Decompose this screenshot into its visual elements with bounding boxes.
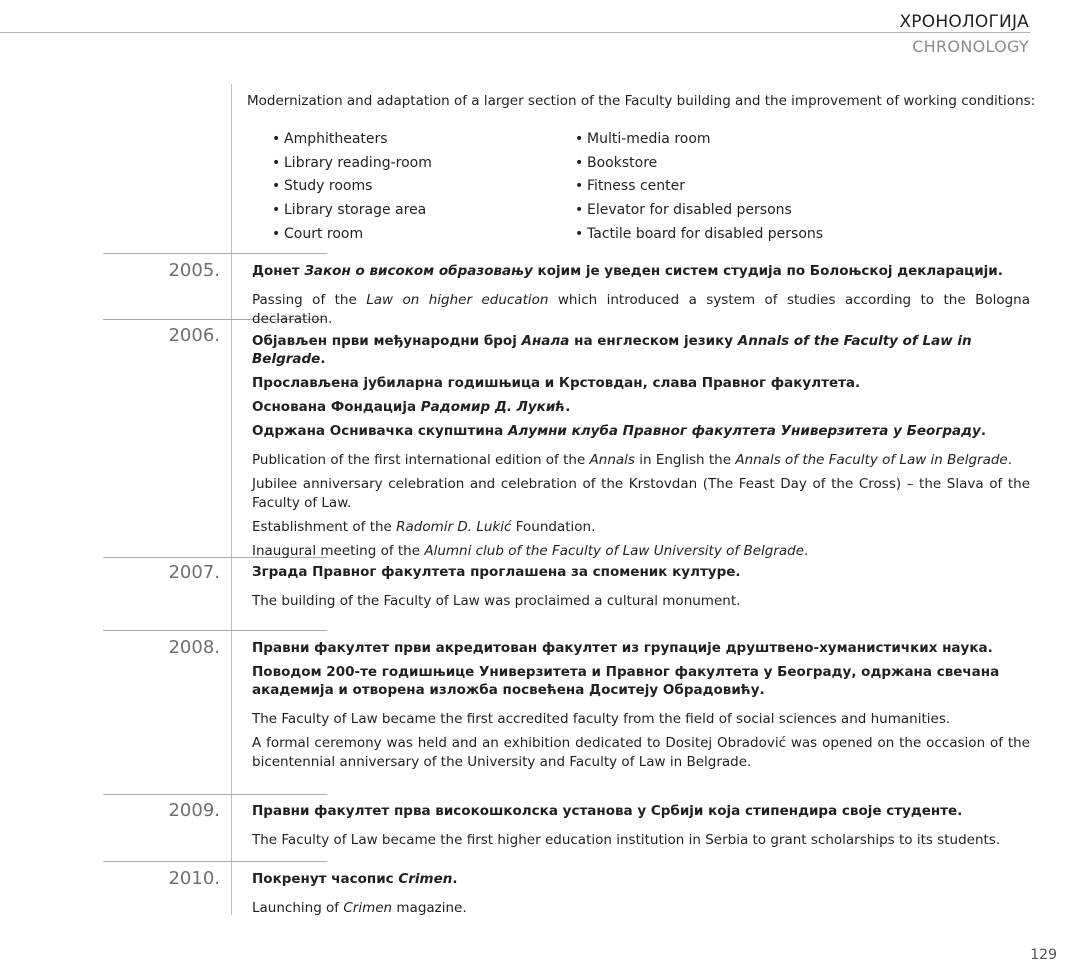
list-item: • Elevator for disabled persons — [575, 199, 823, 223]
serbian-paragraph — [252, 422, 1030, 440]
english-paragraph — [252, 451, 1030, 470]
english-paragraph — [252, 291, 1030, 329]
paragraph-gap — [252, 888, 1030, 899]
list-item: • Library reading-room — [272, 152, 432, 176]
serbian-paragraph — [252, 663, 1030, 699]
italic-text: Алумни клуба Правног факултета Универзитета у Београду — [507, 423, 981, 439]
year-label: 2005. — [168, 260, 220, 281]
text-run: Inaugural meeting of the — [252, 543, 425, 559]
paragraph-gap — [252, 581, 1030, 592]
text-run: којим је уведен систем студија по Болоњској декларацији. — [532, 263, 1003, 279]
text-run: . — [804, 543, 809, 559]
list-item: • Fitness center — [575, 175, 823, 199]
italic-text: Анала — [521, 333, 570, 349]
serbian-paragraph — [252, 374, 1030, 392]
year-separator — [103, 794, 327, 795]
text-run: Passing of the — [252, 292, 367, 308]
serbian-paragraph — [252, 262, 1030, 280]
year-separator — [103, 861, 327, 862]
text-run: Правни факултет први акредитован факултет из групације друштвено-хуманистичких наука. — [252, 640, 993, 656]
italic-text: Radomir D. Lukić — [396, 519, 512, 535]
text-run: which introduced a system of studies according to the Bologna declaration. — [252, 292, 1030, 327]
list-item: • Court room — [272, 223, 432, 247]
italic-text: Закон о високом образовању — [304, 263, 533, 279]
serbian-paragraph — [252, 802, 1030, 820]
english-paragraph — [252, 899, 1030, 918]
text-run: Одржана Оснивачка скупштина — [252, 423, 508, 439]
serbian-paragraph — [252, 332, 1030, 368]
list-item: • Bookstore — [575, 152, 823, 176]
text-run: Поводом 200-те годишњице Универзитета и Правног факултета у Београду, одржана свечана академија и отворена изложба посвећена Доситеју Обрадовићу. — [252, 664, 1000, 698]
text-run: Establishment of the — [252, 519, 397, 535]
serbian-paragraph — [252, 870, 1030, 888]
serbian-paragraph — [252, 563, 1030, 581]
text-run: . — [980, 423, 986, 439]
page-number: 129 — [1030, 947, 1057, 963]
text-run: Foundation. — [511, 519, 596, 535]
timeline-entry — [252, 870, 1030, 918]
english-paragraph — [252, 734, 1030, 772]
year-label: 2008. — [168, 637, 220, 658]
italic-text: Annals — [589, 452, 635, 468]
timeline-entry — [252, 262, 1030, 329]
year-label: 2010. — [168, 868, 220, 889]
italic-text: Crimen — [398, 871, 453, 887]
text-run: Publication of the first international edition of the — [252, 452, 590, 468]
italic-text: Alumni club of the Faculty of Law University of Belgrade — [424, 543, 805, 559]
list-item: • Amphitheaters — [272, 128, 432, 152]
text-run: Зграда Правног факултета проглашена за споменик културе. — [252, 564, 741, 580]
paragraph-gap — [252, 280, 1030, 291]
text-run: Објављен први међународни број — [252, 333, 522, 349]
paragraph-gap — [252, 699, 1030, 710]
italic-text: Annals of the Faculty of Law in Belgrade — [735, 452, 1008, 468]
text-run: Донет — [252, 263, 305, 279]
list-item: • Study rooms — [272, 175, 432, 199]
english-paragraph — [252, 475, 1030, 513]
italic-text: Радомир Д. Лукић — [420, 399, 566, 415]
italic-text: Annals of the Faculty of Law in Belgrade — [252, 333, 972, 367]
timeline-entry — [252, 802, 1030, 850]
english-paragraph — [252, 518, 1030, 537]
italic-text: Law on higher education — [366, 292, 549, 308]
italic-text: Crimen — [343, 900, 393, 916]
year-separator — [103, 630, 327, 631]
text-run: Прослављена јубиларна годишњица и Крстовдан, слава Правног факултета. — [252, 375, 861, 391]
english-paragraph — [252, 542, 1030, 561]
list-item: • Tactile board for disabled persons — [575, 223, 823, 247]
text-run: The building of the Faculty of Law was proclaimed a cultural monument. — [252, 593, 741, 609]
timeline-vertical-line — [231, 84, 232, 915]
text-run: magazine. — [392, 900, 467, 916]
text-run: Launching of — [252, 900, 344, 916]
year-label: 2009. — [168, 800, 220, 821]
text-run: . — [565, 399, 571, 415]
timeline-entry — [252, 639, 1030, 772]
timeline-entry — [252, 563, 1030, 611]
serbian-paragraph — [252, 639, 1030, 657]
intro-list-left — [272, 128, 432, 247]
intro-list-right — [575, 128, 823, 247]
text-run: . — [320, 351, 326, 367]
text-run: . — [1007, 452, 1013, 468]
year-label: 2006. — [168, 325, 220, 346]
list-item: • Library storage area — [272, 199, 432, 223]
list-item: • Multi-media room — [575, 128, 823, 152]
serbian-paragraph — [252, 398, 1030, 416]
year-separator — [103, 253, 327, 254]
text-run: Покренут часопис — [252, 871, 399, 887]
text-run: The Faculty of Law became the first higher education institution in Serbia to grant scholarships to its students. — [252, 832, 1001, 848]
intro-text: Modernization and adaptation of a larger section of the Faculty building and the improvement of working conditions: — [247, 93, 1036, 109]
text-run: Правни факултет прва високошколска установа у Србији која стипендира своје студенте. — [252, 803, 963, 819]
timeline-entry — [252, 332, 1030, 561]
year-label: 2007. — [168, 562, 220, 583]
english-paragraph — [252, 831, 1030, 850]
text-run: The Faculty of Law became the first accredited faculty from the field of social sciences and humanities. — [252, 711, 951, 727]
text-run: Jubilee anniversary celebration and celebration of the Krstovdan (The Feast Day of the Cross) – the Slava of the Faculty of Law. — [252, 476, 1030, 511]
english-paragraph — [252, 710, 1030, 729]
header-rule — [0, 32, 1030, 33]
header-subtitle: CHRONOLOGY — [912, 37, 1029, 56]
text-run: in English the — [634, 452, 736, 468]
text-run: на енглеском језику — [569, 333, 738, 349]
header-title: ХРОНОЛОГИЈА — [899, 12, 1029, 32]
text-run: A formal ceremony was held and an exhibition dedicated to Dositej Obradović was opened on the occasion of the bicentennial anniversary of the University and Faculty of Law in Belgrade. — [252, 735, 1030, 770]
text-run: . — [452, 871, 458, 887]
paragraph-gap — [252, 820, 1030, 831]
paragraph-gap — [252, 440, 1030, 451]
english-paragraph — [252, 592, 1030, 611]
text-run: Основана Фондација — [252, 399, 421, 415]
